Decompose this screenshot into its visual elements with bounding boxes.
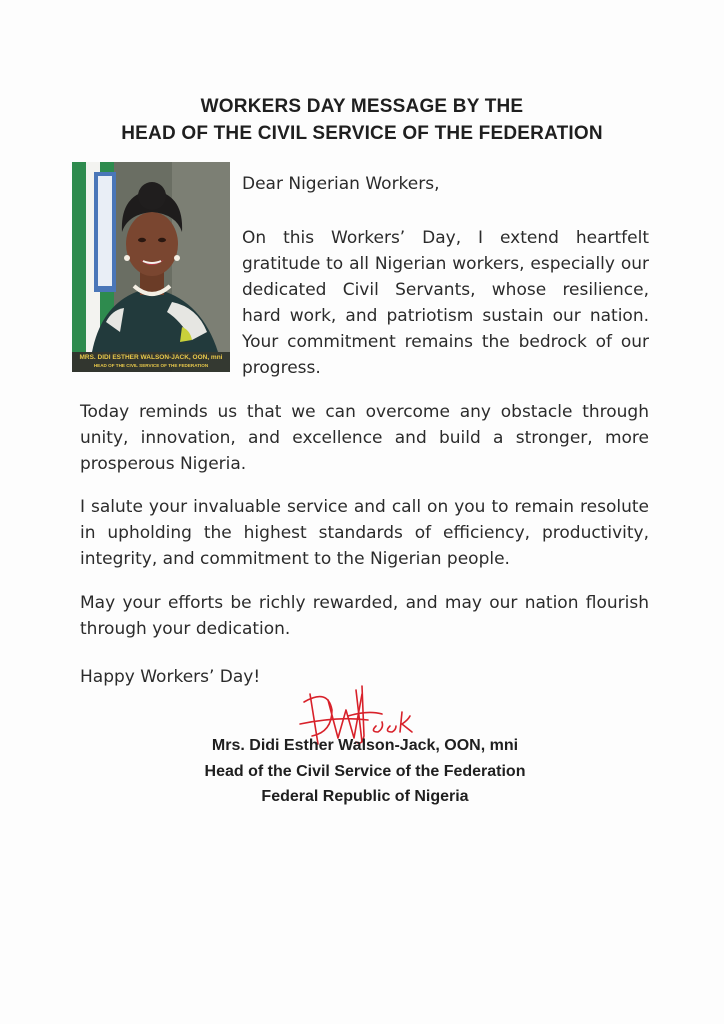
letter-paragraph: I salute your invaluable service and call on you to remain resolute in upholding the highest standards of efficiency, productivity, integrity, and commitment to the Nigerian people. bbox=[80, 497, 649, 569]
portrait-illustration bbox=[72, 162, 230, 372]
letter-paragraph: Today reminds us that we can overcome any obstacle through unity, innovation, and excellence and build a stronger, more prosperous Nigeria. bbox=[80, 402, 649, 474]
message-title-line-1: WORKERS DAY MESSAGE BY THE bbox=[200, 96, 524, 117]
letter-paragraph: On this Workers’ Day, I extend heartfelt gratitude to all Nigerian workers, especially our dedicated Civil Servants, whose resilience, hard work, and patriotism sustain our nation. Your commitment remains the bedrock of our progress. bbox=[242, 228, 649, 378]
message-title-line-2: HEAD OF THE CIVIL SERVICE OF THE FEDERATION bbox=[121, 123, 603, 144]
signatory-office: Head of the Civil Service of the Federation bbox=[204, 763, 526, 780]
photo-caption-title: HEAD OF THE CIVIL SERVICE OF THE FEDERATION bbox=[93, 362, 209, 368]
closing-line: Happy Workers’ Day! bbox=[80, 667, 261, 687]
signatory-name: Mrs. Didi Esther Walson-Jack, OON, mni bbox=[211, 737, 519, 754]
portrait-photo bbox=[72, 162, 230, 372]
signatory-country: Federal Republic of Nigeria bbox=[261, 788, 469, 805]
salutation: Dear Nigerian Workers, bbox=[242, 174, 440, 194]
letter-paragraph: May your efforts be richly rewarded, and may our nation flourish through your dedication. bbox=[80, 593, 649, 639]
photo-caption-name: MRS. DIDI ESTHER WALSON-JACK, OON, mni bbox=[79, 354, 223, 361]
photo-caption bbox=[72, 352, 230, 372]
